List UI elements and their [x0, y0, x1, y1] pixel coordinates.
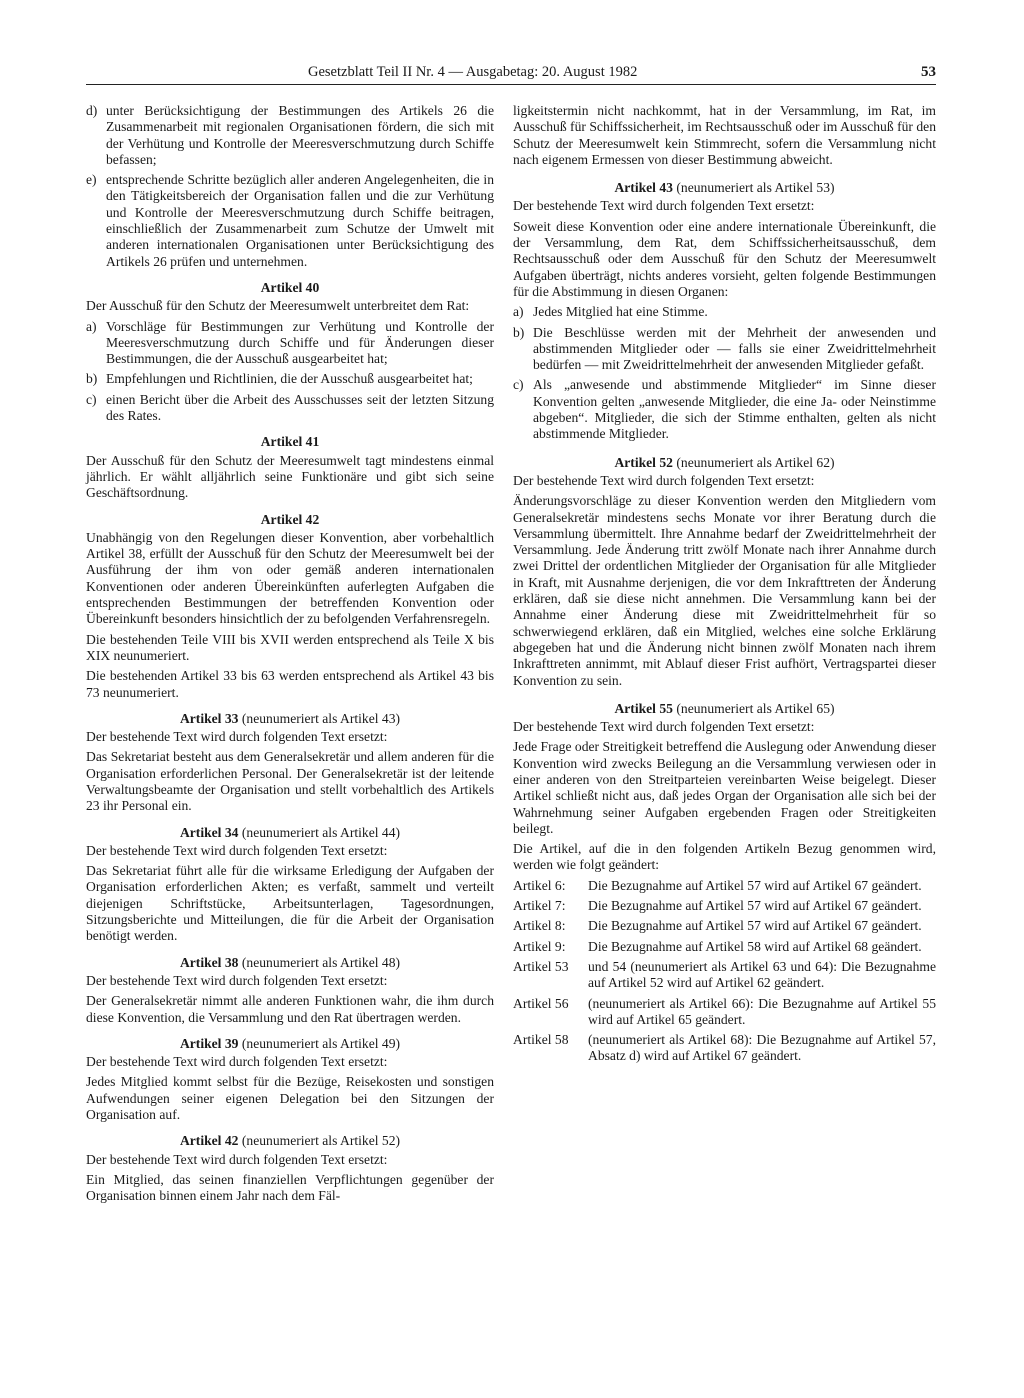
- right-column: [513, 103, 936, 1069]
- reference-text: (neunumeriert als Artikel 68): Die Bezugnahme auf Artikel 57, Absatz d) wird auf Artikel 67 geändert.: [588, 1032, 936, 1064]
- list-item: [513, 325, 936, 374]
- article-42-paragraph: Die bestehenden Artikel 33 bis 63 werden entsprechend als Artikel 43 bis 73 neunumeriert.: [86, 668, 494, 700]
- heading-number: Artikel 42: [179, 1133, 239, 1149]
- reference-key: Artikel 6:: [513, 877, 566, 893]
- reference-key: Artikel 7:: [513, 898, 566, 914]
- article-34-heading: [86, 825, 494, 841]
- article-52-heading: [513, 455, 936, 471]
- article-38-heading: [86, 955, 494, 971]
- item-text: Als „anwesende und abstimmende Mitglieder“ im Sinne dieser Konvention gelten „anwesende Mitglieder, die eine Ja- oder Neinstimme abgeben“. Mitglieder, die sich der Stimme enthalten, gelten als nicht abstimmende Mitglieder.: [533, 377, 936, 442]
- article-52-text: Änderungsvorschläge zu dieser Konvention werden den Mitgliedern vom Generalsekretär mindestens sechs Monate vor ihrer Beratung durch die Versammlung übermittelt. Ihre Annahme bedarf der Zweidrittelmehrheit der Versammlung. Jede Änderung tritt zwölf Monate nach ihrer Annahme durch zwei Drittel der ordentlichen Mitglieder der Organisation für alle Mitglieder in Kraft, mit Ausnahme derjenigen, die vor dem Inkrafttreten der Änderung erklären, daß sie diese nicht annehmen. Die Versammlung kann bei der Annahme einer Änderung diese mit Zweidrittelmehrheit für so schwerwiegend erklären, daß ein Mitglied, welches eine solche Erklärung abgegeben hat und die Änderung nicht binnen zwölf Monaten nach ihrem Inkrafttreten annimmt, mit Ablauf dieser Frist aufhört, Vertragspartei dieser Konvention zu sein.: [513, 493, 936, 688]
- heading-renumbered: (neunumeriert als Artikel 53): [672, 180, 835, 196]
- article-40-intro: Der Ausschuß für den Schutz der Meeresumwelt unterbreitet dem Rat:: [86, 298, 470, 314]
- replacement-intro: Der bestehende Text wird durch folgenden Text ersetzt:: [513, 472, 815, 488]
- item-label: c): [86, 391, 97, 407]
- article-42-heading: Artikel 42: [260, 511, 320, 527]
- heading-renumbered: (neunumeriert als Artikel 43): [238, 710, 401, 726]
- list-item: [513, 377, 936, 442]
- gazette-title: Gesetzblatt Teil II Nr. 4 — Ausgabetag: 20. August 1982: [308, 64, 638, 80]
- reference-item: [513, 898, 936, 914]
- reference-key: Artikel 8:: [513, 918, 566, 934]
- page-number: 53: [921, 64, 936, 80]
- article-42-paragraph: Die bestehenden Teile VIII bis XVII werden entsprechend als Teile X bis XIX neunumeriert.: [86, 631, 494, 663]
- article-42-renumbered-heading: [86, 1133, 494, 1149]
- list-item: [86, 392, 494, 425]
- item-label: c): [513, 377, 524, 393]
- reference-key: Artikel 53: [513, 958, 569, 974]
- replacement-intro: Der bestehende Text wird durch folgenden Text ersetzt:: [513, 719, 815, 735]
- heading-renumbered: (neunumeriert als Artikel 62): [672, 454, 835, 470]
- article-39-text: Jedes Mitglied kommt selbst für die Bezüge, Reisekosten und sonstigen Aufwendungen seiner eigenen Delegation bei den Sitzungen der Organisation auf.: [86, 1074, 494, 1123]
- reference-text: Die Bezugnahme auf Artikel 58 wird auf Artikel 68 geändert.: [588, 938, 922, 954]
- replacement-intro: Der bestehende Text wird durch folgenden Text ersetzt:: [86, 1054, 388, 1070]
- continued-text: ligkeitstermin nicht nachkommt, hat in der Versammlung, im Rat, im Ausschuß für Schiffssicherheit, im Rechtsausschuß oder im Ausschuß für den Schutz der Meeresumwelt kein Stimmrecht, sofern die Versammlung nicht nach eigenem Ermessen von dieser Bestimmung abweicht.: [513, 103, 936, 167]
- heading-number: Artikel 33: [179, 710, 239, 726]
- reference-text: (neunumeriert als Artikel 66): Die Bezugnahme auf Artikel 55 wird auf Artikel 65 geändert.: [588, 995, 936, 1027]
- heading-renumbered: (neunumeriert als Artikel 44): [238, 824, 401, 840]
- replacement-intro: Der bestehende Text wird durch folgenden Text ersetzt:: [513, 198, 815, 214]
- heading-number: Artikel 52: [614, 454, 673, 470]
- article-33-text: Das Sekretariat besteht aus dem Generalsekretär und allem anderen für die Organisation erforderlichen Personal. Der Generalsekretär ist der leitende Verwaltungsbeamte der Organisation und stellt vorbehaltlich des Artikels 23 ihr Personal ein.: [86, 749, 494, 814]
- reference-text: und 54 (neunumeriert als Artikel 63 und 64): Die Bezugnahme auf Artikel 52 wird auf Artikel 62 geändert.: [588, 958, 936, 991]
- references-intro: Die Artikel, auf die in den folgenden Artikeln Bezug genommen wird, werden wie folgt geändert:: [513, 841, 936, 873]
- heading-number: Artikel 55: [614, 700, 673, 716]
- heading-renumbered: (neunumeriert als Artikel 48): [238, 954, 401, 970]
- replacement-intro: Der bestehende Text wird durch folgenden Text ersetzt:: [86, 972, 388, 988]
- item-text: Jedes Mitglied hat eine Stimme.: [533, 304, 708, 320]
- article-55-heading: [513, 701, 936, 717]
- item-label: e): [86, 172, 97, 188]
- item-text: einen Bericht über die Arbeit des Ausschusses seit der letzten Sitzung des Rates.: [106, 391, 494, 424]
- reference-text: Die Bezugnahme auf Artikel 57 wird auf Artikel 67 geändert.: [588, 898, 922, 914]
- article-42-paragraph: Unabhängig von den Regelungen dieser Konvention, aber vorbehaltlich Artikel 38, erfüllt der Ausschuß für den Schutz der Meeresumwelt bei der Ausführung der ihm von oder gemäß anderen internationalen Konventionen oder anderen Übereinkünften auferlegten Aufgaben die entsprechenden Bestimmungen der betreffenden Konvention oder Übereinkunft besonders hinsichtlich der zu befolgenden Verfahrensregeln.: [86, 529, 494, 627]
- page-header: [86, 62, 936, 85]
- item-text: unter Berücksichtigung der Bestimmungen des Artikels 26 die Zusammenarbeit mit regionalen Organisationen fördern, die sich mit der Verhütung und Kontrolle der Meeresverschmutzung durch Schiffe befassen;: [106, 103, 494, 167]
- replacement-intro: Der bestehende Text wird durch folgenden Text ersetzt:: [86, 842, 388, 858]
- reference-text: Die Bezugnahme auf Artikel 57 wird auf Artikel 67 geändert.: [588, 918, 922, 934]
- list-item: [513, 304, 936, 320]
- reference-item: [513, 959, 936, 992]
- heading-renumbered: (neunumeriert als Artikel 49): [238, 1035, 401, 1051]
- reference-item: [513, 878, 936, 894]
- item-label: a): [86, 318, 97, 334]
- item-label: b): [513, 324, 525, 340]
- heading-number: Artikel 38: [179, 954, 239, 970]
- article-39-heading: [86, 1036, 494, 1052]
- reference-item: [513, 1032, 936, 1065]
- article-41-text: Der Ausschuß für den Schutz der Meeresumwelt tagt mindestens einmal jährlich. Er wählt alljährlich seine Funktionäre und gibt sich seine Geschäftsordnung.: [86, 452, 494, 501]
- article-42-renumbered-text: Ein Mitglied, das seinen finanziellen Verpflichtungen gegenüber der Organisation binnen einem Jahr nach dem Fäl-: [86, 1171, 494, 1204]
- reference-text: Die Bezugnahme auf Artikel 57 wird auf Artikel 67 geändert.: [588, 877, 922, 893]
- reference-item: [513, 996, 936, 1029]
- reference-key: Artikel 58: [513, 1032, 569, 1048]
- item-label: b): [86, 371, 98, 387]
- list-item: [86, 371, 494, 387]
- article-38-text: Der Generalsekretär nimmt alle anderen Funktionen wahr, die ihm durch diese Konvention, die Versammlung und den Rat übertragen werden.: [86, 993, 494, 1025]
- heading-renumbered: (neunumeriert als Artikel 65): [672, 700, 835, 716]
- article-43-text: Soweit diese Konvention oder eine andere internationale Übereinkunft, die der Versammlung, dem Rat, dem Schiffssicherheitsausschuß, dem Rechtsausschuß oder dem Ausschuß für den Schutz der Meeresumwelt Aufgaben überträgt, nichts anderes vorsieht, gelten folgende Bestimmungen für die Abstimmung in diesen Organen:: [513, 218, 936, 299]
- reference-key: Artikel 56: [513, 995, 569, 1011]
- heading-number: Artikel 34: [179, 824, 239, 840]
- list-item: [86, 172, 494, 270]
- item-text: Die Beschlüsse werden mit der Mehrheit der anwesenden und abstimmenden Mitglieder oder — falls sie einer Zweidrittelmehrheit bedürfen — mit Zweidrittelmehrheit der anwesenden Mitglieder gefaßt.: [533, 324, 936, 373]
- list-item: [86, 319, 494, 368]
- item-text: Vorschläge für Bestimmungen zur Verhütung und Kontrolle der Meeresverschmutzung durch Schiffe und für Änderungen dieser Bestimmungen, die der Ausschuß ausgearbeitet hat;: [106, 318, 494, 367]
- replacement-intro: Der bestehende Text wird durch folgenden Text ersetzt:: [86, 1151, 388, 1167]
- article-43-heading: [513, 180, 936, 196]
- reference-item: [513, 918, 936, 934]
- item-label: a): [513, 304, 524, 320]
- article-33-heading: [86, 711, 494, 727]
- article-55-text: Jede Frage oder Streitigkeit betreffend die Auslegung oder Anwendung dieser Konvention wird zwecks Beilegung an die Versammlung verwiesen oder in einer anderen von den Streitparteien vereinbarten Weise beigelegt. Dieser Artikel schließt nicht aus, daß jedes Organ der Organisation alle sich bei der Wahrnehmung seiner Aufgaben ergebenden Fragen oder Streitigkeiten beilegt.: [513, 739, 936, 836]
- list-item: [86, 103, 494, 168]
- reference-item: [513, 939, 936, 955]
- article-40-heading: Artikel 40: [260, 279, 320, 295]
- heading-renumbered: (neunumeriert als Artikel 52): [238, 1133, 401, 1149]
- heading-number: Artikel 43: [614, 180, 673, 196]
- item-label: d): [86, 103, 98, 118]
- replacement-intro: Der bestehende Text wird durch folgenden Text ersetzt:: [86, 729, 388, 745]
- heading-number: Artikel 39: [179, 1035, 239, 1051]
- article-34-text: Das Sekretariat führt alle für die wirksame Erledigung der Aufgaben der Organisation erforderlichen Akten; es verfaßt, sammelt und verteilt diejenigen Schriftstücke, Arbeitsunterlagen, Tagesordnungen, Sitzungsberichte und Mitteilungen, die für die Arbeit der Organisation benötigt werden.: [86, 863, 494, 944]
- left-column: [86, 103, 494, 1209]
- reference-key: Artikel 9:: [513, 938, 566, 954]
- item-text: Empfehlungen und Richtlinien, die der Ausschuß ausgearbeitet hat;: [106, 371, 473, 387]
- item-text: entsprechende Schritte bezüglich aller anderen Angelegenheiten, die in den Tätigkeitsbereich der Organisation fallen und die zur Verhütung und Kontrolle der Meeresverschmutzung durch Schiffe beitragen, einschließlich der Zusammenarbeit zum Schutze der Umwelt mit anderen internationalen Organisationen unter Berücksichtigung des Artikels 26 prüfen und unternehmen.: [106, 172, 494, 269]
- article-41-heading: Artikel 41: [260, 434, 320, 450]
